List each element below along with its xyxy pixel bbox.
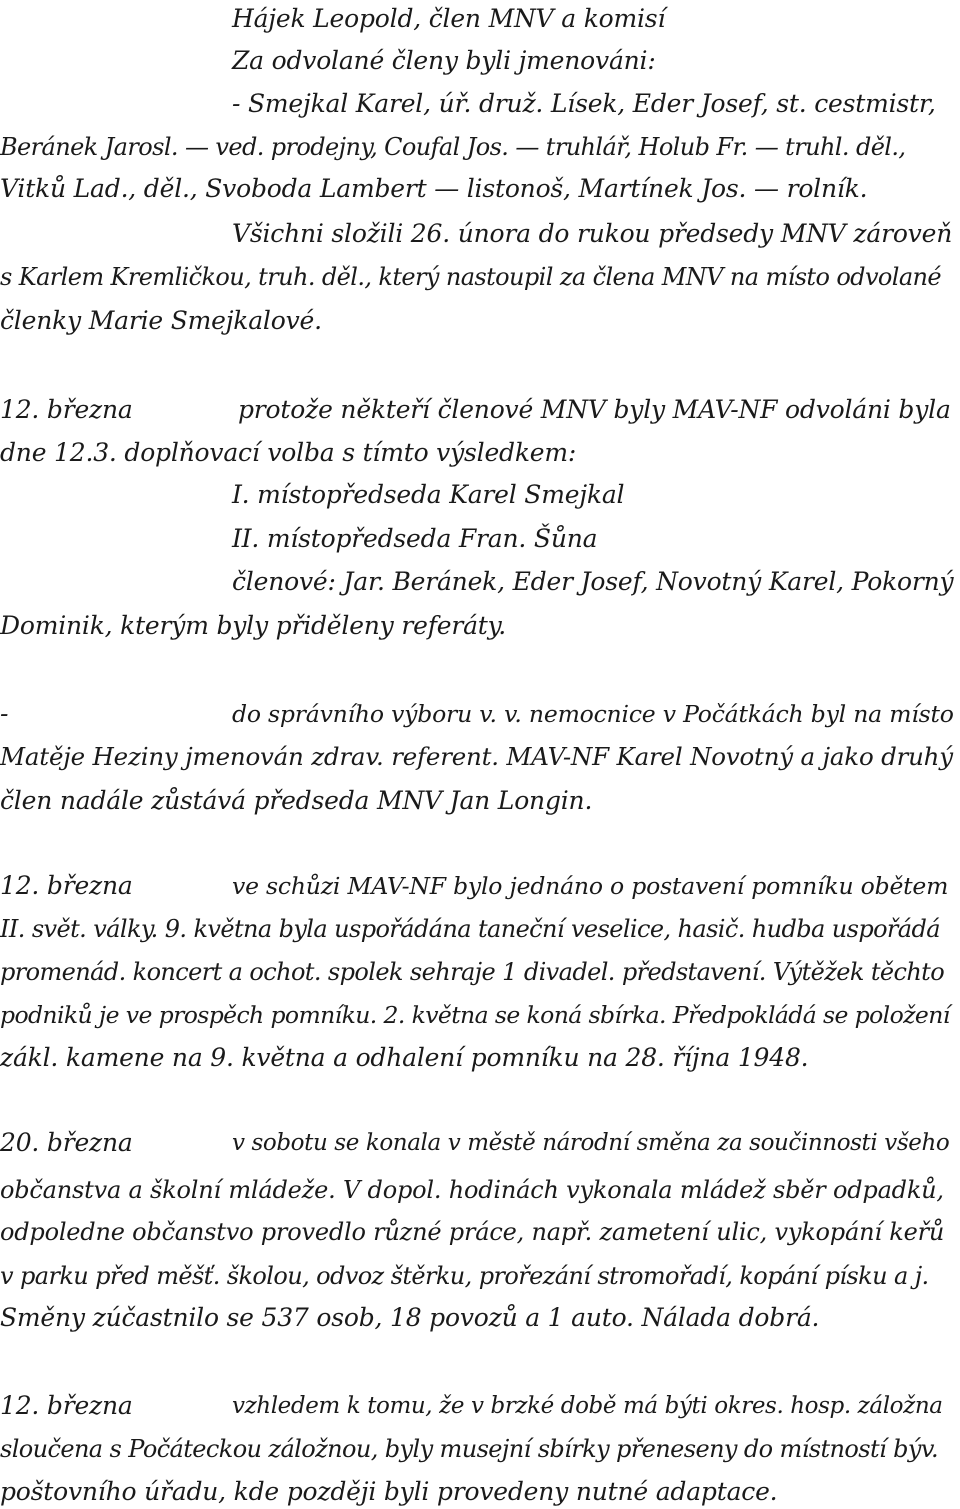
text-line: Hájek Leopold, člen MNV a komisí bbox=[232, 4, 666, 33]
text-line: zákl. kamene na 9. května a odhalení pomníku na 28. října 1948. bbox=[0, 1043, 809, 1072]
text-line: II. svět. války. 9. května byla uspořádána taneční veselice, hasič. hudba uspořádá bbox=[0, 915, 940, 943]
entry-dash: - bbox=[0, 699, 9, 728]
text-line: sloučena s Počáteckou záložnou, byly musejní sbírky přeneseny do místností býv. bbox=[0, 1435, 938, 1463]
text-line: podniků je ve prospěch pomníku. 2. května se koná sbírka. Předpokládá se položení bbox=[0, 1001, 950, 1029]
text-line: s Karlem Kremličkou, truh. děl., který nastoupil za člena MNV na místo odvolané bbox=[0, 263, 941, 291]
text-line: Beránek Jarosl. — ved. prodejny, Coufal Jos. — truhlář, Holub Fr. — truhl. děl., bbox=[0, 133, 906, 161]
text-line: II. místopředseda Fran. Šůna bbox=[232, 524, 598, 553]
text-line: členky Marie Smejkalové. bbox=[0, 306, 322, 335]
text-line: poštovního úřadu, kde později byli provedeny nutné adaptace. bbox=[0, 1477, 778, 1506]
text-line: v sobotu se konala v městě národní směna za součinnosti všeho bbox=[232, 1130, 950, 1156]
text-line: promenád. koncert a ochot. spolek sehraje 1 divadel. představení. Výtěžek těchto bbox=[0, 958, 945, 986]
text-line: dne 12.3. doplňovací volba s tímto výsledkem: bbox=[0, 438, 577, 467]
text-line: v parku před měšť. školou, odvoz štěrku, prořezání stromořadí, kopání písku a j. bbox=[0, 1262, 929, 1290]
text-line: ve schůzi MAV-NF bylo jednáno o postavení pomníku obětem bbox=[232, 872, 949, 900]
text-line: členové: Jar. Beránek, Eder Josef, Novotný Karel, Pokorný bbox=[232, 567, 954, 596]
text-line: Dominik, kterým byly přiděleny referáty. bbox=[0, 611, 507, 640]
entry-date: 12. března bbox=[0, 871, 133, 900]
text-line: Za odvolané členy byli jmenováni: bbox=[232, 46, 656, 75]
entry-date: 12. března bbox=[0, 1391, 133, 1420]
text-line: vzhledem k tomu, že v brzké době má býti okres. hosp. záložna bbox=[232, 1393, 943, 1419]
entry-date: 12. března bbox=[0, 395, 133, 424]
text-line: protože někteří členové MNV byly MAV-NF odvoláni byla bbox=[238, 395, 951, 424]
text-line: Směny zúčastnilo se 537 osob, 18 povozů a 1 auto. Nálada dobrá. bbox=[0, 1303, 820, 1332]
text-line: do správního výboru v. v. nemocnice v Počátkách byl na místo bbox=[232, 700, 954, 728]
text-line: Matěje Heziny jmenován zdrav. referent. MAV-NF Karel Novotný a jako druhý bbox=[0, 742, 953, 771]
text-line: občanstva a školní mládeže. V dopol. hodinách vykonala mládež sběr odpadků, bbox=[0, 1176, 944, 1204]
entry-date: 20. března bbox=[0, 1128, 133, 1157]
text-line: - Smejkal Karel, úř. druž. Lísek, Eder Josef, st. cestmistr, bbox=[232, 89, 936, 118]
text-line: odpoledne občanstvo provedlo různé práce, např. zametení ulic, vykopání keřů bbox=[0, 1218, 945, 1246]
text-line: Všichni složili 26. února do rukou předsedy MNV zároveň bbox=[232, 219, 953, 248]
text-line: člen nadále zůstává předseda MNV Jan Longin. bbox=[0, 786, 593, 815]
text-line: I. místopředseda Karel Smejkal bbox=[232, 480, 625, 509]
text-line: Vitků Lad., děl., Svoboda Lambert — listonoš, Martínek Jos. — rolník. bbox=[0, 174, 868, 203]
